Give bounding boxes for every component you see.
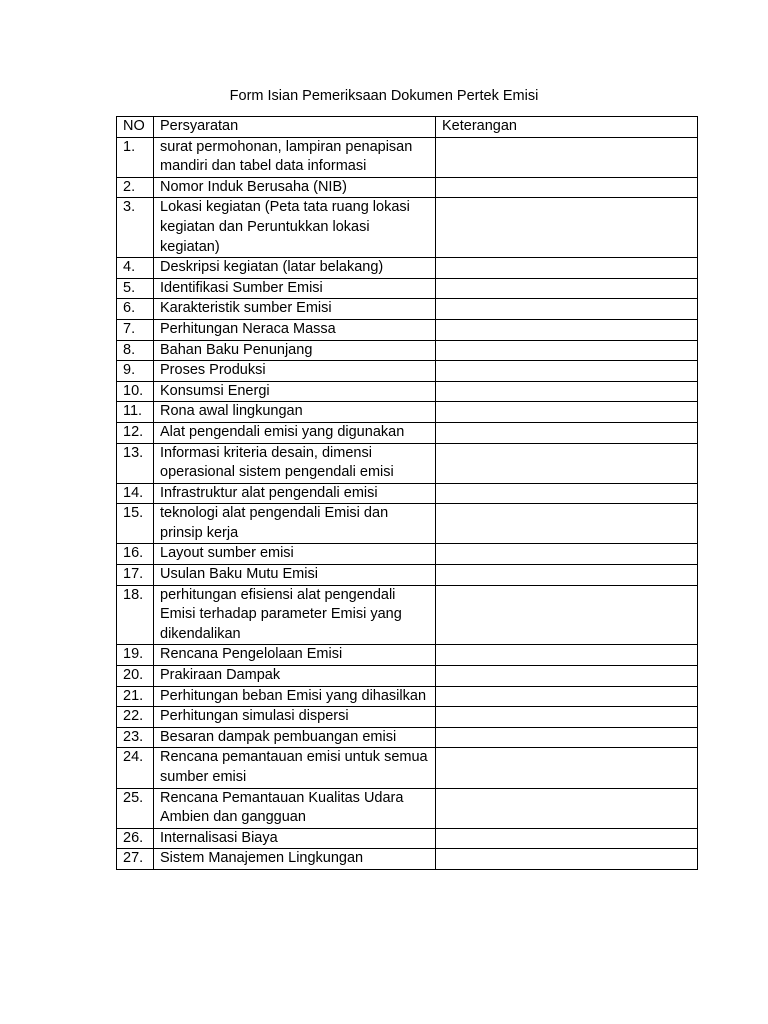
row-requirement: Proses Produksi xyxy=(154,361,436,382)
table-row xyxy=(117,645,698,666)
row-note-field[interactable] xyxy=(436,707,698,728)
row-requirement: Besaran dampak pembuangan emisi xyxy=(154,727,436,748)
row-number: 3. xyxy=(117,198,154,258)
table-row xyxy=(117,402,698,423)
row-requirement: Perhitungan beban Emisi yang dihasilkan xyxy=(154,686,436,707)
row-requirement: Rencana Pemantauan Kualitas Udara Ambien dan gangguan xyxy=(154,788,436,828)
row-number: 9. xyxy=(117,361,154,382)
row-number: 21. xyxy=(117,686,154,707)
table-row xyxy=(117,137,698,177)
row-note-field[interactable] xyxy=(436,443,698,483)
row-note-field[interactable] xyxy=(436,402,698,423)
row-number: 22. xyxy=(117,707,154,728)
row-requirement: Layout sumber emisi xyxy=(154,544,436,565)
row-number: 19. xyxy=(117,645,154,666)
table-row xyxy=(117,585,698,645)
row-number: 27. xyxy=(117,849,154,870)
row-note-field[interactable] xyxy=(436,319,698,340)
table-row xyxy=(117,422,698,443)
row-note-field[interactable] xyxy=(436,544,698,565)
row-requirement: Perhitungan Neraca Massa xyxy=(154,319,436,340)
row-requirement: Bahan Baku Penunjang xyxy=(154,340,436,361)
row-number: 1. xyxy=(117,137,154,177)
row-number: 25. xyxy=(117,788,154,828)
row-number: 5. xyxy=(117,278,154,299)
row-note-field[interactable] xyxy=(436,361,698,382)
row-note-field[interactable] xyxy=(436,585,698,645)
table-row xyxy=(117,381,698,402)
row-note-field[interactable] xyxy=(436,340,698,361)
row-number: 4. xyxy=(117,258,154,279)
row-number: 24. xyxy=(117,748,154,788)
row-number: 16. xyxy=(117,544,154,565)
row-requirement: Informasi kriteria desain, dimensi operasional sistem pengendali emisi xyxy=(154,443,436,483)
row-requirement: Internalisasi Biaya xyxy=(154,828,436,849)
row-requirement: Konsumsi Energi xyxy=(154,381,436,402)
table-row xyxy=(117,748,698,788)
row-requirement: Sistem Manajemen Lingkungan xyxy=(154,849,436,870)
row-note-field[interactable] xyxy=(436,666,698,687)
table-row xyxy=(117,198,698,258)
row-requirement: Lokasi kegiatan (Peta tata ruang lokasi kegiatan dan Peruntukkan lokasi kegiatan) xyxy=(154,198,436,258)
row-number: 11. xyxy=(117,402,154,423)
row-requirement: Deskripsi kegiatan (latar belakang) xyxy=(154,258,436,279)
table-row xyxy=(117,565,698,586)
row-note-field[interactable] xyxy=(436,137,698,177)
row-note-field[interactable] xyxy=(436,828,698,849)
table-row xyxy=(117,340,698,361)
row-note-field[interactable] xyxy=(436,198,698,258)
table-row xyxy=(117,483,698,504)
row-number: 13. xyxy=(117,443,154,483)
table-row xyxy=(117,727,698,748)
row-note-field[interactable] xyxy=(436,686,698,707)
table-row xyxy=(117,278,698,299)
row-requirement: Alat pengendali emisi yang digunakan xyxy=(154,422,436,443)
row-requirement: Perhitungan simulasi dispersi xyxy=(154,707,436,728)
row-number: 20. xyxy=(117,666,154,687)
table-row xyxy=(117,544,698,565)
table-row xyxy=(117,788,698,828)
header-no: NO xyxy=(117,117,154,138)
table-row xyxy=(117,686,698,707)
document-title: Form Isian Pemeriksaan Dokumen Pertek Emisi xyxy=(229,88,539,104)
requirements-table xyxy=(116,116,698,870)
row-number: 8. xyxy=(117,340,154,361)
header-requirement: Persyaratan xyxy=(154,117,436,138)
row-number: 12. xyxy=(117,422,154,443)
row-note-field[interactable] xyxy=(436,504,698,544)
row-number: 2. xyxy=(117,177,154,198)
table-row xyxy=(117,504,698,544)
row-requirement: perhitungan efisiensi alat pengendali Emisi terhadap parameter Emisi yang dikendalikan xyxy=(154,585,436,645)
table-row xyxy=(117,361,698,382)
row-note-field[interactable] xyxy=(436,258,698,279)
table-row xyxy=(117,707,698,728)
row-number: 15. xyxy=(117,504,154,544)
row-number: 23. xyxy=(117,727,154,748)
table-row xyxy=(117,299,698,320)
table-header-row xyxy=(117,117,698,138)
row-number: 7. xyxy=(117,319,154,340)
row-requirement: Prakiraan Dampak xyxy=(154,666,436,687)
row-note-field[interactable] xyxy=(436,422,698,443)
row-requirement: Infrastruktur alat pengendali emisi xyxy=(154,483,436,504)
table-row xyxy=(117,443,698,483)
row-note-field[interactable] xyxy=(436,177,698,198)
row-requirement: Nomor Induk Berusaha (NIB) xyxy=(154,177,436,198)
row-number: 17. xyxy=(117,565,154,586)
row-requirement: Rencana pemantauan emisi untuk semua sumber emisi xyxy=(154,748,436,788)
row-requirement: Identifikasi Sumber Emisi xyxy=(154,278,436,299)
table-body xyxy=(117,137,698,869)
row-note-field[interactable] xyxy=(436,565,698,586)
row-number: 18. xyxy=(117,585,154,645)
row-note-field[interactable] xyxy=(436,788,698,828)
row-note-field[interactable] xyxy=(436,483,698,504)
table-row xyxy=(117,666,698,687)
row-requirement: Rencana Pengelolaan Emisi xyxy=(154,645,436,666)
row-note-field[interactable] xyxy=(436,748,698,788)
row-requirement: Rona awal lingkungan xyxy=(154,402,436,423)
table-row xyxy=(117,849,698,870)
row-requirement: Usulan Baku Mutu Emisi xyxy=(154,565,436,586)
row-number: 26. xyxy=(117,828,154,849)
table-row xyxy=(117,828,698,849)
row-requirement: Karakteristik sumber Emisi xyxy=(154,299,436,320)
header-note: Keterangan xyxy=(436,117,698,138)
row-requirement: teknologi alat pengendali Emisi dan prinsip kerja xyxy=(154,504,436,544)
row-number: 6. xyxy=(117,299,154,320)
table-row xyxy=(117,319,698,340)
row-note-field[interactable] xyxy=(436,299,698,320)
table-row xyxy=(117,258,698,279)
row-note-field[interactable] xyxy=(436,727,698,748)
table-row xyxy=(117,177,698,198)
row-note-field[interactable] xyxy=(436,645,698,666)
row-note-field[interactable] xyxy=(436,849,698,870)
row-requirement: surat permohonan, lampiran penapisan mandiri dan tabel data informasi xyxy=(154,137,436,177)
row-number: 14. xyxy=(117,483,154,504)
row-note-field[interactable] xyxy=(436,381,698,402)
row-note-field[interactable] xyxy=(436,278,698,299)
row-number: 10. xyxy=(117,381,154,402)
